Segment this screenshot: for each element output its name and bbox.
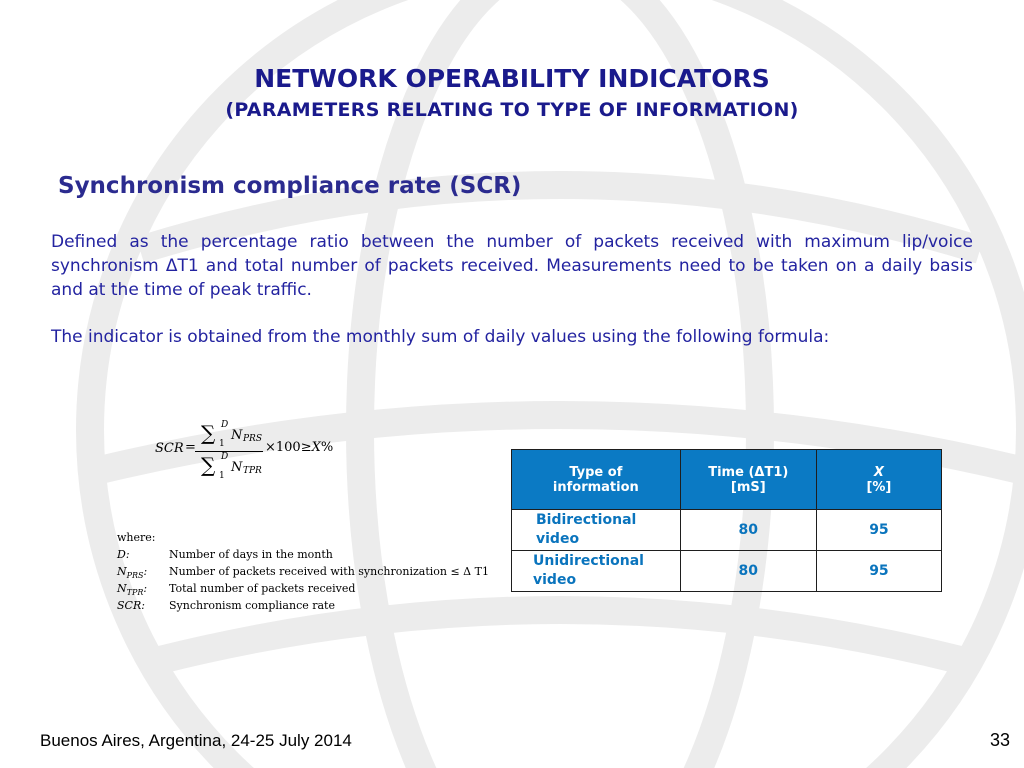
footer-location: Buenos Aires, Argentina, 24-25 July 2014 <box>40 731 352 750</box>
formula-lhs: SCR <box>155 441 184 456</box>
cell-x: 95 <box>816 551 941 592</box>
header-x: X [%] <box>816 450 941 510</box>
legend-item: SCR: Synchronism compliance rate <box>117 599 335 612</box>
legend-item: $N_{PRS}$: Number of packets received with synchronization ≤ Δ T1 <box>117 565 489 581</box>
table-header-row <box>512 450 942 510</box>
formula-rhs: ×100≥X% <box>265 440 334 455</box>
scr-parameters-table <box>511 449 942 592</box>
formula-intro-paragraph: The indicator is obtained from the monthly sum of daily values using the following formula: <box>51 327 830 347</box>
formula-equals: = <box>185 440 196 455</box>
legend-item: $N_{TPR}$: Total number of packets received <box>117 582 356 598</box>
section-heading: Synchronism compliance rate (SCR) <box>58 173 522 199</box>
legend-heading: where: <box>117 531 156 544</box>
denominator-subscript: TPR <box>243 466 262 476</box>
cell-type: Unidirectional video <box>512 551 681 592</box>
numerator-subscript: PRS <box>243 434 262 444</box>
fraction-bar <box>195 451 263 452</box>
table-row <box>512 551 942 592</box>
legend-item: D: Number of days in the month <box>117 548 333 561</box>
sum-symbol-numerator: ∑ <box>201 421 216 445</box>
cell-time: 80 <box>680 510 816 551</box>
header-time: Time (ΔT1) [mS] <box>680 450 816 510</box>
table-row <box>512 510 942 551</box>
sum-symbol-denominator: ∑ <box>201 453 216 477</box>
denominator-symbol: N <box>231 460 243 475</box>
cell-time: 80 <box>680 551 816 592</box>
cell-type: Bidirectional video <box>512 510 681 551</box>
sum-upper-limit-numerator: D <box>221 420 229 430</box>
sum-upper-limit-denominator: D <box>221 452 229 462</box>
sum-lower-limit-numerator: 1 <box>219 439 225 449</box>
formula-legend <box>117 529 489 614</box>
slide-subtitle: (PARAMETERS RELATING TO TYPE OF INFORMATION) <box>225 99 799 121</box>
header-type-of-information: Type of information <box>512 450 681 510</box>
scr-formula <box>155 420 365 486</box>
definition-paragraph: Defined as the percentage ratio between the number of packets received with maximum lip/voice synchronism ΔT1 and total number of packets received. Measurements need to be taken on a daily basis and at the time of peak traffic. <box>51 232 973 300</box>
page-number: 33 <box>989 730 1010 750</box>
numerator-symbol: N <box>231 428 243 443</box>
cell-x: 95 <box>816 510 941 551</box>
slide-title: NETWORK OPERABILITY INDICATORS <box>254 64 770 93</box>
sum-lower-limit-denominator: 1 <box>219 471 225 481</box>
